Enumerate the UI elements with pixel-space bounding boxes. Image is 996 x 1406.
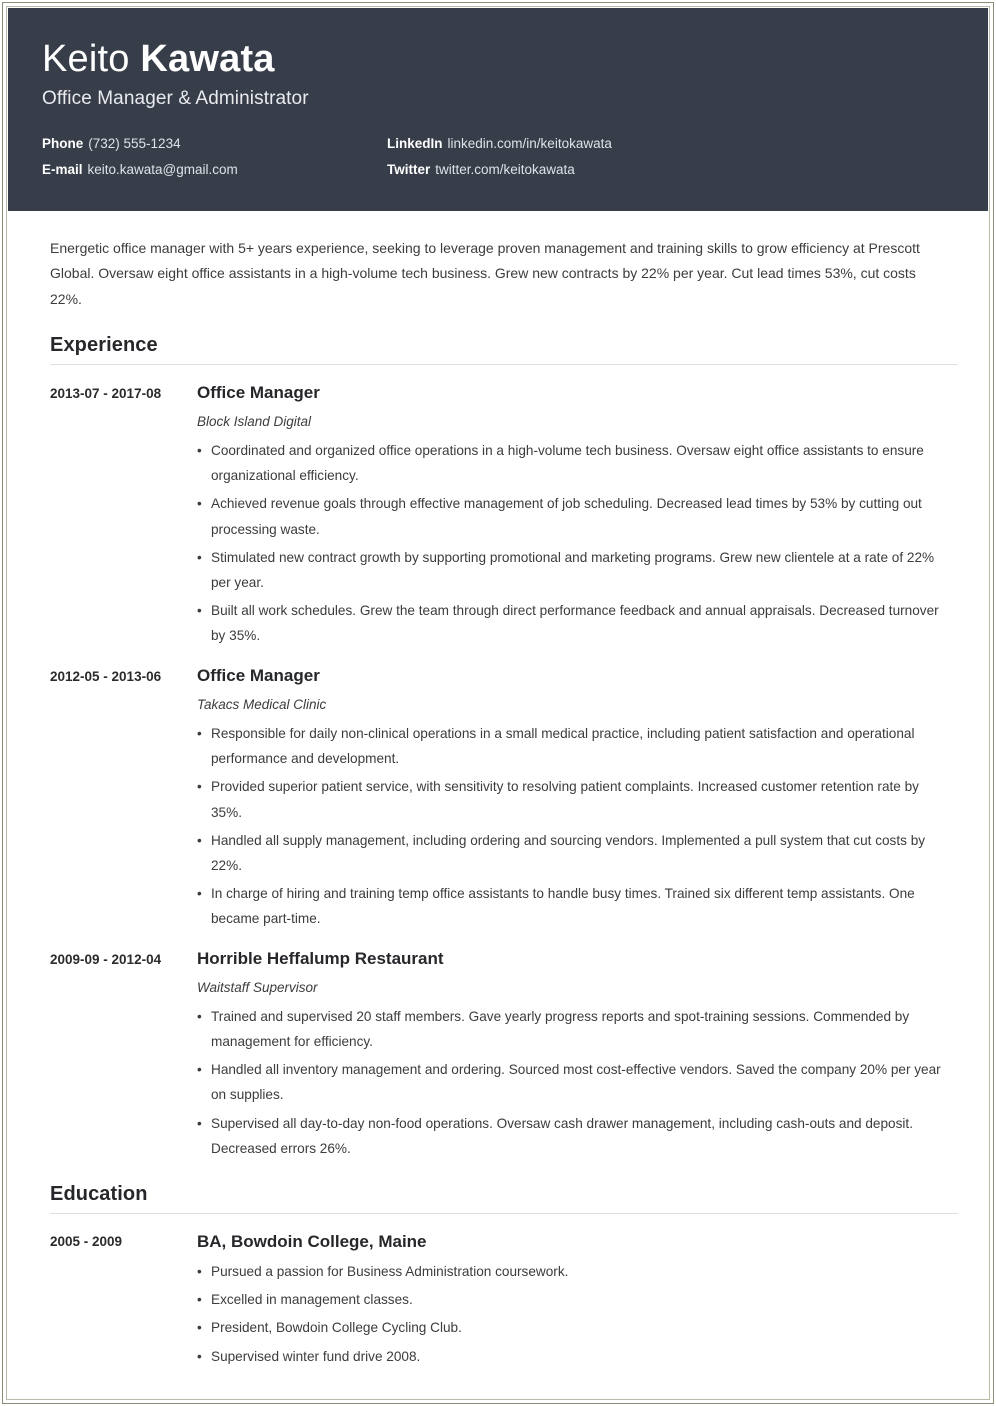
- experience-entry: [42, 382, 958, 648]
- list-item: • Achieved revenue goals through effective management of job scheduling. Decreased lead times by 53% by cutting out processing waste.: [197, 491, 948, 541]
- entry-dates: 2013-07 - 2017-08: [50, 386, 162, 402]
- summary-paragraph: Energetic office manager with 5+ years experience, seeking to leverage proven management and training skills to grow efficiency at Prescott Global. Oversaw eight office assistants in a high-volume tech business. Grew new contracts by 22% per year. Cut lead times 53%, cut costs 22%.: [50, 240, 920, 307]
- entry-dates: 2009-09 - 2012-04: [50, 952, 162, 968]
- entry-main: [197, 665, 958, 931]
- list-item: • President, Bowdoin College Cycling Club.: [197, 1315, 948, 1340]
- list-item: • Pursued a passion for Business Administration coursework.: [197, 1259, 948, 1284]
- contact-linkedin-label: LinkedIn: [387, 135, 443, 151]
- section-title-education: Education: [50, 1182, 148, 1205]
- list-item: • Built all work schedules. Grew the team through direct performance feedback and annual appraisals. Decreased turnover by 35%.: [197, 598, 948, 648]
- resume-body: [8, 236, 988, 1369]
- list-item: • Trained and supervised 20 staff members. Gave yearly progress reports and spot-training sessions. Commended by management for efficiency.: [197, 1004, 948, 1054]
- contact-email[interactable]: [42, 162, 387, 177]
- contact-phone-label: Phone: [42, 135, 84, 151]
- education-entry: [42, 1231, 958, 1369]
- entry-dates: 2012-05 - 2013-06: [50, 669, 162, 685]
- list-item: • Stimulated new contract growth by supporting promotional and marketing programs. Grew new clientele at a rate of 22% per year.: [197, 545, 948, 595]
- entry-organization: Waitstaff Supervisor: [197, 979, 318, 995]
- job-title: Office Manager & Administrator: [42, 87, 309, 109]
- entry-role: Office Manager: [197, 383, 320, 403]
- section-divider: [50, 1213, 958, 1214]
- contact-twitter-value[interactable]: twitter.com/keitokawata: [435, 161, 575, 177]
- section-divider: [50, 364, 958, 365]
- list-item: • Supervised all day-to-day non-food operations. Oversaw cash drawer management, including cash-outs and deposit. Decreased errors 26%.: [197, 1111, 948, 1161]
- list-item: • Handled all supply management, including ordering and sourcing vendors. Implemented a pull system that cut costs by 22%.: [197, 828, 948, 878]
- entry-bullet-list: [197, 438, 948, 648]
- experience-entry: [42, 665, 958, 931]
- contact-phone-value: (732) 555-1234: [88, 135, 181, 151]
- entry-main: [197, 1231, 958, 1369]
- list-item: • Coordinated and organized office operations in a high-volume tech business. Oversaw eight office assistants to ensure organizational efficiency.: [197, 438, 948, 488]
- entry-main: [197, 948, 958, 1161]
- contact-linkedin-value[interactable]: linkedin.com/in/keitokawata: [447, 135, 612, 151]
- entry-degree: BA, Bowdoin College, Maine: [197, 1231, 427, 1251]
- list-item: • Handled all inventory management and ordering. Sourced most cost-effective vendors. Saved the company 20% per year on supplies.: [197, 1057, 948, 1107]
- entry-bullet-list: [197, 1259, 948, 1369]
- contact-email-label: E-mail: [42, 161, 83, 177]
- resume-header: [8, 8, 988, 211]
- contact-phone: [42, 136, 387, 151]
- entry-organization: Takacs Medical Clinic: [197, 696, 327, 712]
- section-experience: [42, 334, 958, 1160]
- resume-sheet: [8, 8, 988, 1398]
- list-item: • Responsible for daily non-clinical operations in a small medical practice, including patient satisfaction and operational performance and development.: [197, 721, 948, 771]
- list-item: • Excelled in management classes.: [197, 1287, 948, 1312]
- contact-twitter-label: Twitter: [387, 161, 431, 177]
- list-item: • Supervised winter fund drive 2008.: [197, 1344, 948, 1369]
- entry-organization: Block Island Digital: [197, 413, 312, 429]
- last-name: Kawata: [140, 38, 275, 80]
- section-title-experience: Experience: [50, 334, 158, 357]
- contact-twitter[interactable]: [387, 162, 954, 177]
- first-name: Keito: [42, 38, 130, 80]
- entry-bullet-list: [197, 1004, 948, 1161]
- entry-role: Horrible Heffalump Restaurant: [197, 949, 444, 969]
- list-item: • In charge of hiring and training temp office assistants to handle busy times. Trained six different temp assistants. One became part-time.: [197, 881, 948, 931]
- entry-dates: 2005 - 2009: [50, 1233, 123, 1249]
- contact-grid: [42, 136, 954, 177]
- section-education: [42, 1183, 958, 1369]
- entry-main: [197, 382, 958, 648]
- entry-bullet-list: [197, 721, 948, 931]
- contact-linkedin[interactable]: [387, 136, 954, 151]
- contact-email-value[interactable]: keito.kawata@gmail.com: [87, 161, 238, 177]
- page-title: [42, 38, 954, 81]
- experience-entry: [42, 948, 958, 1161]
- list-item: • Provided superior patient service, with sensitivity to resolving patient complaints. Increased customer retention rate by 35%.: [197, 774, 948, 824]
- entry-role: Office Manager: [197, 666, 320, 686]
